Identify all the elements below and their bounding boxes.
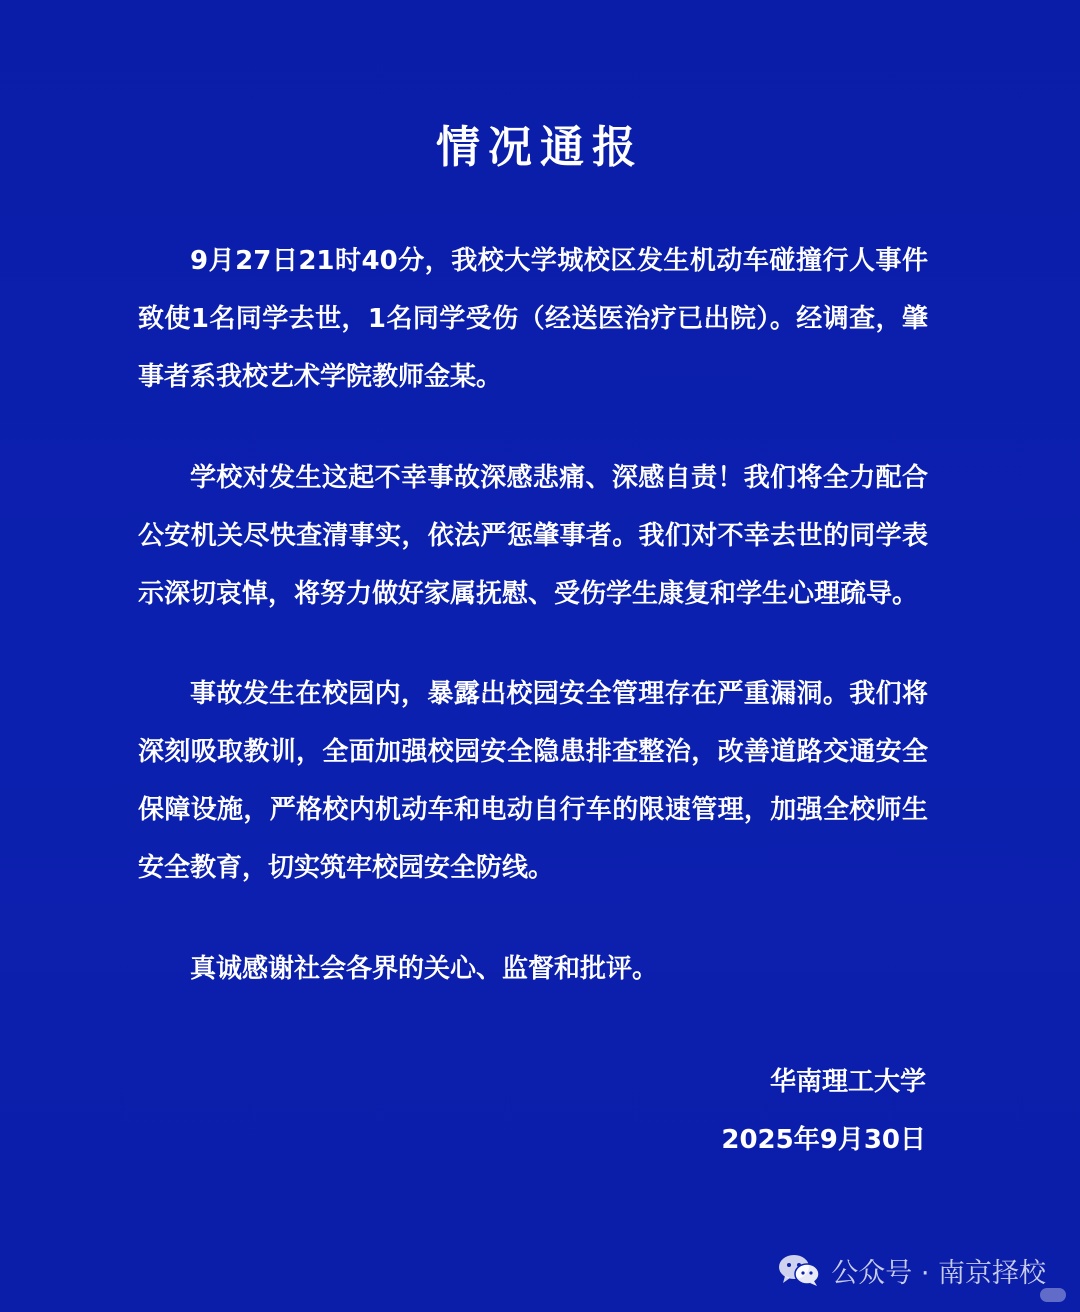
wechat-watermark bbox=[777, 1248, 1046, 1292]
watermark-text: 公众号 · 南京择校 bbox=[831, 1257, 1046, 1289]
notice-paragraph-2: 学校对发生这起不幸事故深感悲痛、深感自责！我们将全力配合公安机关尽快查清事实，依法严惩肇事者。我们对不幸去世的同学表示深切哀悼，将努力做好家属抚慰、受伤学生康复和学生心理疏导。 bbox=[138, 463, 928, 609]
notice-paragraph-4: 真诚感谢社会各界的关心、监督和批评。 bbox=[190, 954, 659, 984]
notice-paragraph-1: 9月27日21时40分，我校大学城校区发生机动车碰撞行人事件致使1名同学去世，1名同学受伤（经送医治疗已出院）。经调查，肇事者系我校艺术学院教师金某。 bbox=[138, 246, 928, 392]
wechat-icon bbox=[777, 1252, 821, 1288]
signature-date: 2025年9月30日 bbox=[721, 1125, 926, 1155]
signature-organization: 华南理工大学 bbox=[769, 1067, 926, 1097]
notice-paragraph-3: 事故发生在校园内，暴露出校园安全管理存在严重漏洞。我们将深刻吸取教训，全面加强校园安全隐患排查整治，改善道路交通安全保障设施，严格校内机动车和电动自行车的限速管理，加强全校师生安全教育，切实筑牢校园安全防线。 bbox=[138, 679, 928, 883]
corner-badge bbox=[1040, 1288, 1066, 1302]
notice-title: 情况通报 bbox=[436, 122, 644, 173]
